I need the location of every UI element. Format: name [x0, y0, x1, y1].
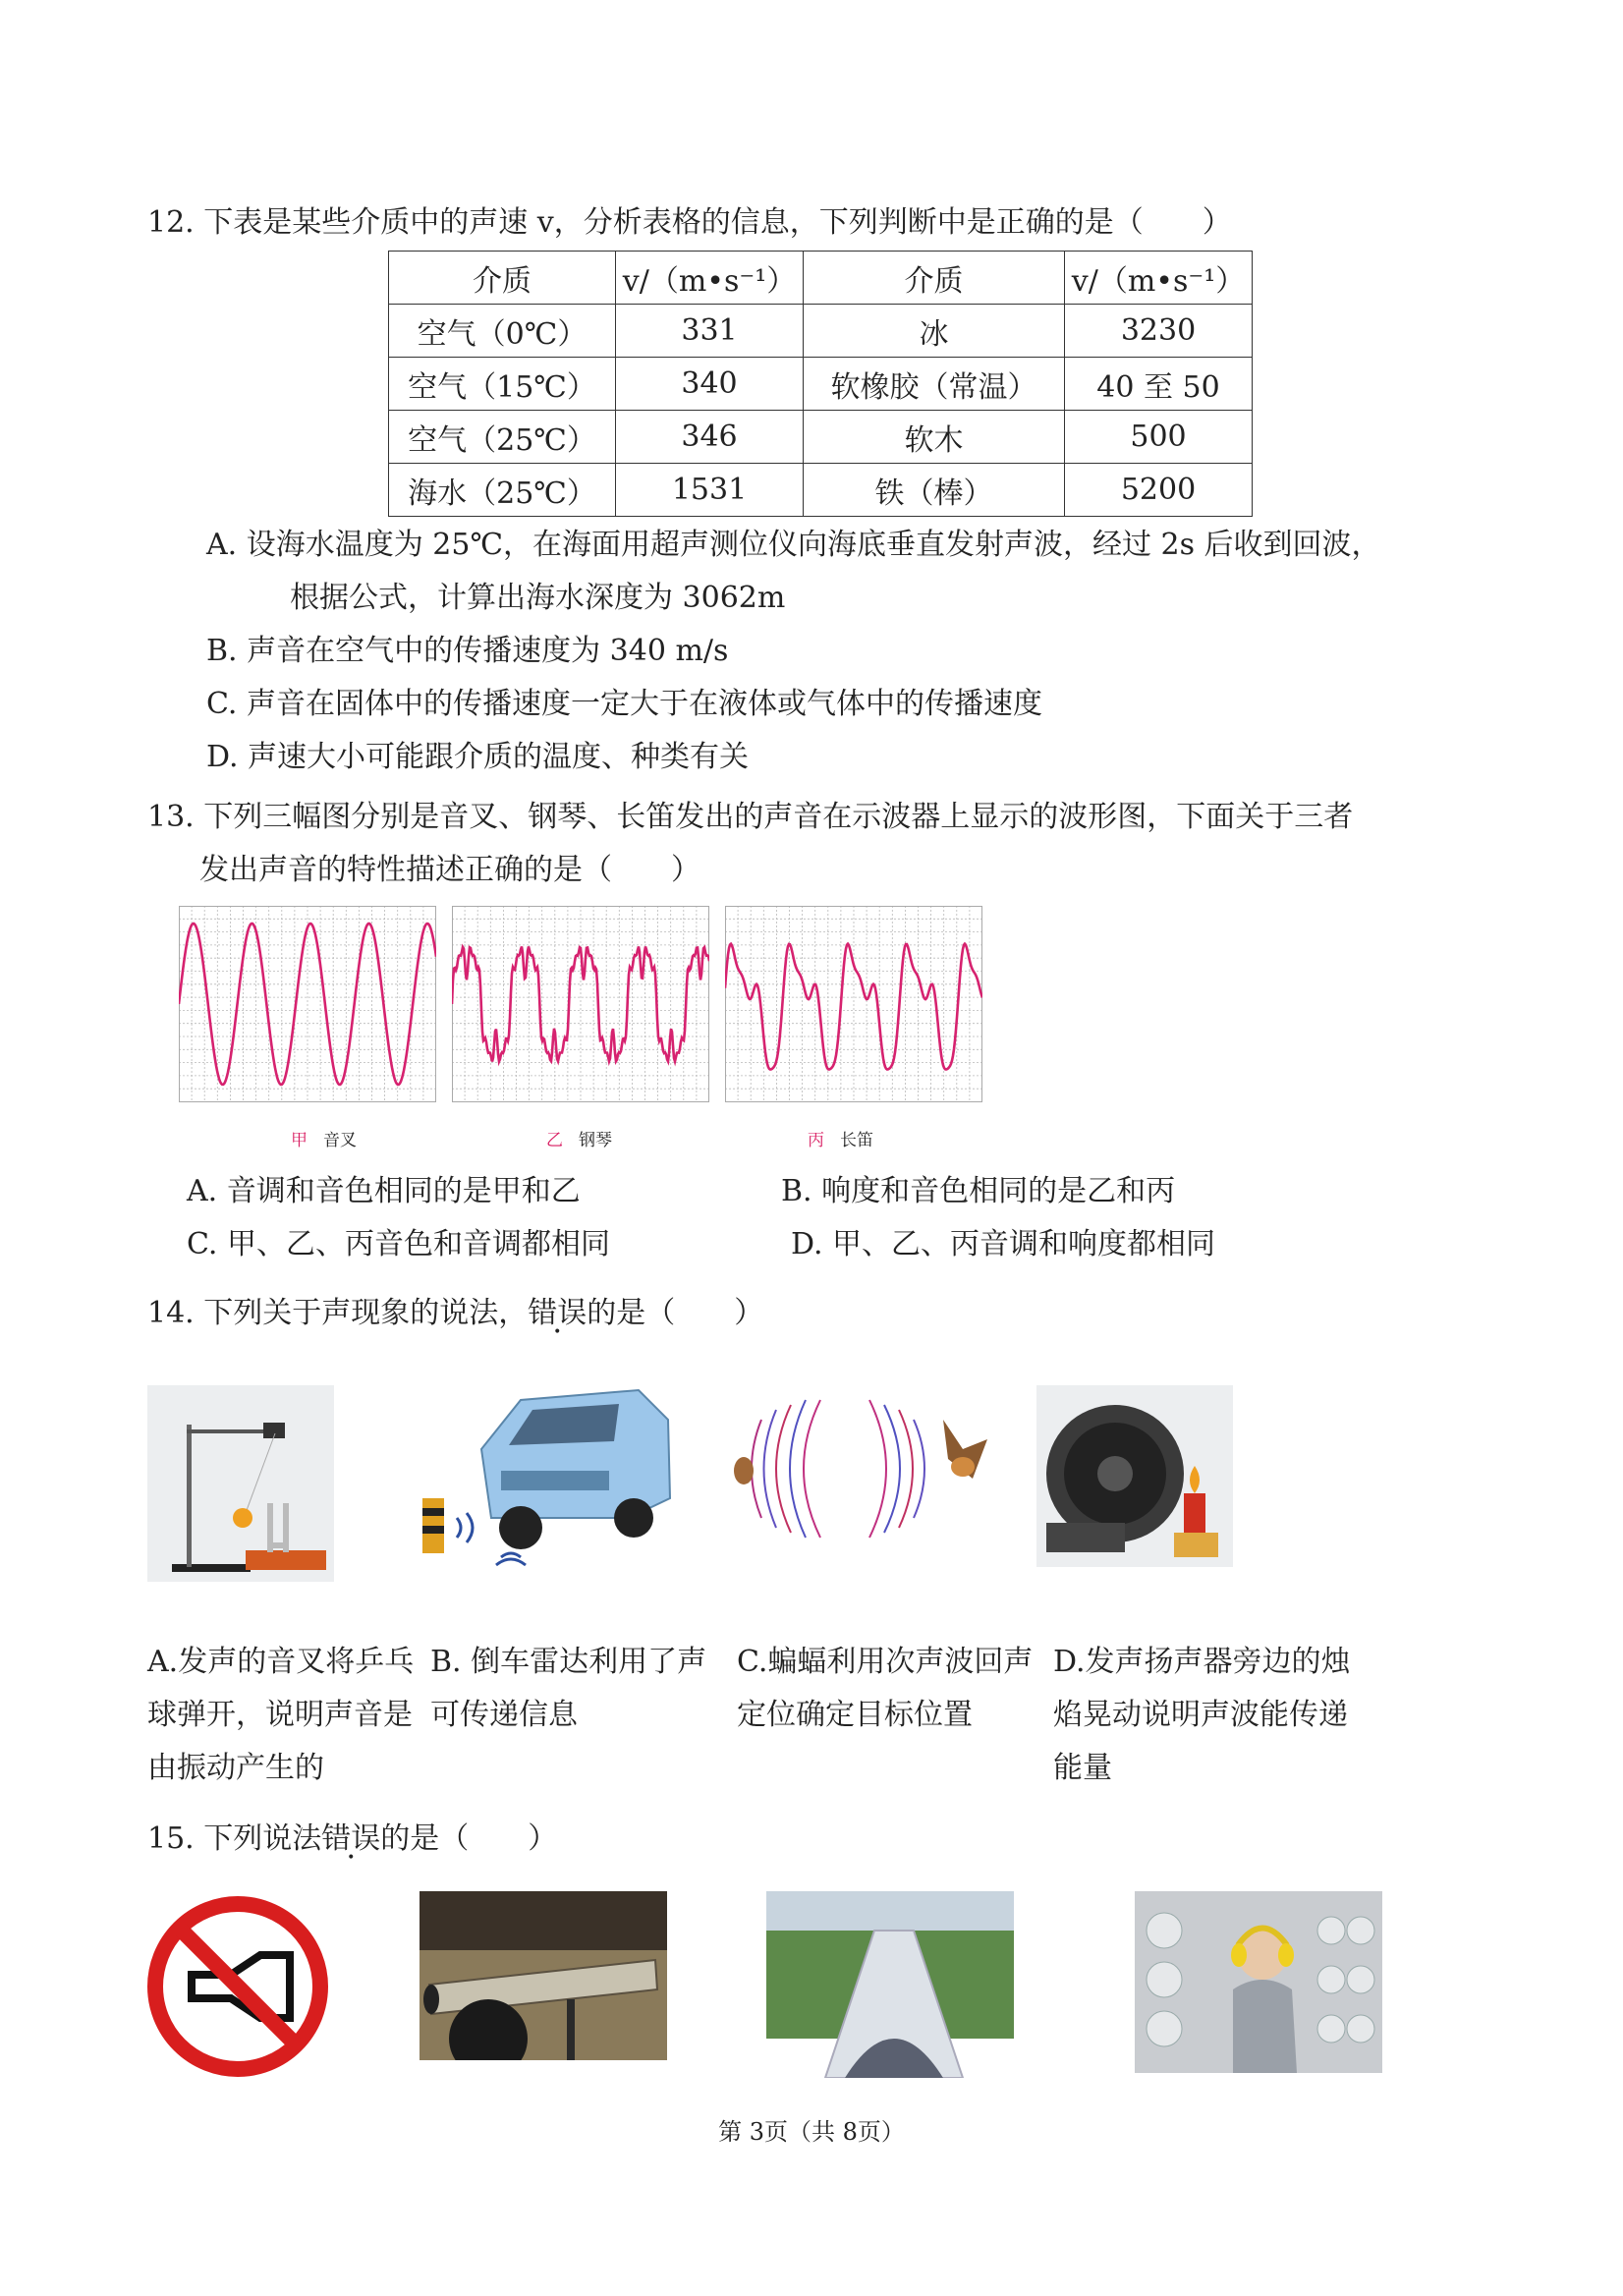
table-cell: 冰 — [804, 305, 1065, 358]
table-cell: 340 — [616, 358, 804, 411]
emphasis-word: 错误 — [321, 1821, 381, 1856]
table-row — [389, 358, 1253, 411]
q13-stem: 13. 下列三幅图分别是音叉、钢琴、长笛发出的声音在示波器上显示的波形图，下面关于三者 — [147, 800, 1354, 834]
tuning-fork-ball-image — [147, 1385, 334, 1582]
table-cell: 346 — [616, 411, 804, 464]
wave-caption-2: 乙 钢琴 — [546, 1131, 612, 1150]
wave-caption-1: 甲 音叉 — [291, 1131, 357, 1150]
table-cell: 海水（25℃） — [389, 464, 616, 517]
motorcycle-muffler-image — [420, 1891, 667, 2060]
table-row — [389, 305, 1253, 358]
q12-option-d: D. 声速大小可能跟介质的温度、种类有关 — [206, 740, 750, 774]
table-header: 介质 — [804, 252, 1065, 305]
q12-option-a-cont: 根据公式，计算出海水深度为 3062m — [290, 581, 786, 615]
table-cell: 空气（25℃） — [389, 411, 616, 464]
waveform-piano — [452, 906, 709, 1102]
page-footer: 第 3页（共 8页） — [718, 2118, 905, 2146]
bat-echolocation-image — [722, 1380, 997, 1557]
car-parking-radar-image — [413, 1380, 678, 1577]
q14-stem: 14. 下列关于声现象的说法，错误的是（ ） — [147, 1296, 764, 1330]
table-header: v/（m•s⁻¹） — [616, 252, 804, 305]
q13-stem-cont: 发出声音的特性描述正确的是（ ） — [199, 853, 700, 887]
table-cell: 软橡胶（常温） — [804, 358, 1065, 411]
table-header: v/（m•s⁻¹） — [1065, 252, 1253, 305]
q14-caption-b: B. 倒车雷达利用了声可传递信息 — [430, 1645, 707, 1732]
table-cell: 500 — [1065, 411, 1253, 464]
table-row — [389, 464, 1253, 517]
oscilloscope-grid — [725, 906, 982, 1102]
table-row — [389, 411, 1253, 464]
q14-caption-d: D.发声扬声器旁边的烛焰晃动说明声波能传递能量 — [1053, 1645, 1351, 1785]
table-cell: 40 至 50 — [1065, 358, 1253, 411]
q13-option-b: B. 响度和音色相同的是乙和丙 — [781, 1174, 1176, 1208]
no-horn-sign-icon — [147, 1896, 329, 2078]
sound-barrier-road-image — [766, 1891, 1014, 2078]
oscilloscope-grid — [452, 906, 709, 1102]
table-header: 介质 — [389, 252, 616, 305]
factory-earmuffs-image — [1135, 1891, 1382, 2073]
emphasis-word: 错误 — [528, 1296, 588, 1330]
table-cell: 331 — [616, 305, 804, 358]
wave-caption-3: 丙 长笛 — [808, 1131, 873, 1150]
q15-stem: 15. 下列说法错误的是（ ） — [147, 1821, 558, 1856]
q12-option-c: C. 声音在固体中的传播速度一定大于在液体或气体中的传播速度 — [206, 687, 1042, 721]
table-cell: 3230 — [1065, 305, 1253, 358]
table-cell: 5200 — [1065, 464, 1253, 517]
q13-option-c: C. 甲、乙、丙音色和音调都相同 — [187, 1227, 610, 1261]
q12-option-a: A. 设海水温度为 25℃，在海面用超声测位仪向海底垂直发射声波，经过 2s 后收到回波， — [206, 528, 1381, 562]
table-header-row — [389, 252, 1253, 305]
table-cell: 1531 — [616, 464, 804, 517]
waveform-flute — [725, 906, 982, 1102]
table-cell: 空气（0℃） — [389, 305, 616, 358]
table-cell: 铁（棒） — [804, 464, 1065, 517]
table-cell: 空气（15℃） — [389, 358, 616, 411]
q13-option-a: A. 音调和音色相同的是甲和乙 — [187, 1174, 581, 1208]
q12-stem: 12. 下表是某些介质中的声速 v，分析表格的信息，下列判断中是正确的是（ ） — [147, 205, 1232, 240]
q14-caption-a: A.发声的音叉将乒乓球弹开，说明声音是由振动产生的 — [147, 1645, 415, 1785]
speed-table — [388, 251, 1253, 517]
q12-option-b: B. 声音在空气中的传播速度为 340 m/s — [206, 634, 729, 668]
q14-caption-c: C.蝙蝠利用次声波回声定位确定目标位置 — [737, 1645, 1034, 1732]
table-cell: 软木 — [804, 411, 1065, 464]
q13-option-d: D. 甲、乙、丙音调和响度都相同 — [791, 1227, 1216, 1261]
waveform-tuning-fork — [179, 906, 436, 1102]
speaker-candle-image — [1036, 1385, 1233, 1567]
